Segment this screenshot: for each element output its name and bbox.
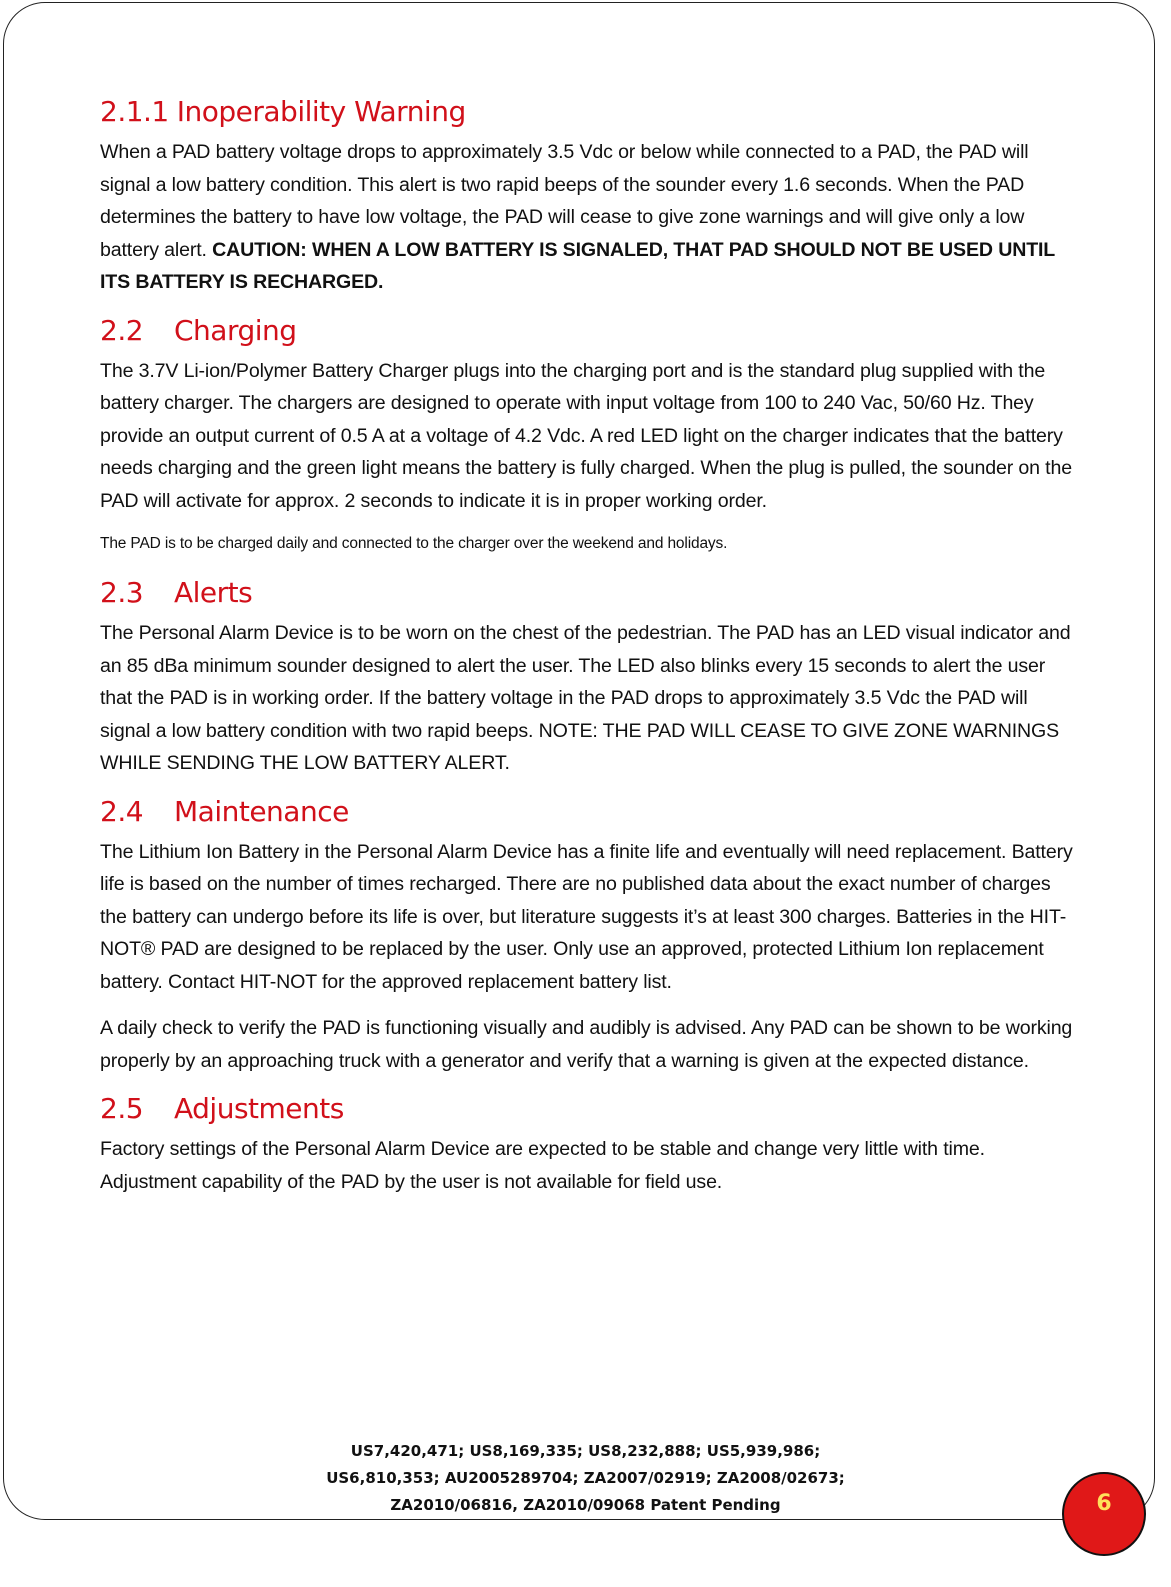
section-2-3 — [100, 575, 1075, 780]
section-number: 2.5 — [100, 1092, 144, 1125]
section-title: Charging — [174, 313, 297, 347]
paragraph: Factory settings of the Personal Alarm Device are expected to be stable and change very little with time. Adjustment capability of the PAD by the user is not available for field use. — [100, 1138, 985, 1193]
paragraph: The Lithium Ion Battery in the Personal Alarm Device has a finite life and eventually will need replacement. Battery life is based on the number of times recharged. There are no published data about the exact number of charges the battery can undergo before its life is over, but literature suggests it’s at least 300 charges. Batteries in the HIT-NOT® PAD are designed to be replaced by the user. Only use an approved, protected Lithium Ion replacement battery. Contact HIT-NOT for the approved replacement battery list. — [100, 840, 1073, 993]
section-2-4 — [100, 794, 1075, 1078]
section-number: 2.4 — [100, 794, 144, 828]
section-number: 2.2 — [100, 313, 144, 347]
footer-line: ZA2010/06816, ZA2010/09068 Patent Pending — [390, 1496, 781, 1514]
section-heading — [100, 1091, 1075, 1127]
document-body — [100, 94, 1075, 1212]
section-heading — [100, 94, 1075, 130]
paragraph: A daily check to verify the PAD is functioning visually and audibly is advised. Any PAD can be shown to be working properly by an approaching truck with a generator and verify that a warning is given at the expected distance. — [100, 1017, 1073, 1072]
section-2-1-1 — [100, 94, 1075, 299]
footer-line: US6,810,353; AU2005289704; ZA2007/02919; ZA2008/02673; — [326, 1469, 845, 1487]
charging-note: The PAD is to be charged daily and connected to the charger over the weekend and holidays. — [100, 535, 728, 552]
paragraph: When a PAD battery voltage drops to approximately 3.5 Vdc or below while connected to a PAD, the PAD will signal a low battery condition. This alert is two rapid beeps of the sounder every 1.6 seconds. When the PAD determines the battery to have low voltage, the PAD will cease to give zone warnings and will give only a low battery alert. CAUTION: WHEN A LOW BATTERY IS SIGNALED, THAT PAD SHOULD NOT BE USED UNTIL ITS BATTERY IS RECHARGED. — [100, 141, 1055, 293]
page-number-badge: 6 — [1062, 1472, 1146, 1556]
section-heading — [100, 794, 1075, 830]
caution-text: CAUTION: WHEN A LOW BATTERY IS SIGNALED, THAT PAD SHOULD NOT BE USED UNTIL ITS BATTERY IS RECHARGED. — [100, 238, 1055, 293]
section-number: 2.3 — [100, 576, 144, 609]
section-title: Adjustments — [174, 1092, 344, 1125]
section-2-2 — [100, 313, 1075, 558]
section-heading — [100, 313, 1075, 349]
footer-line: US7,420,471; US8,169,335; US8,232,888; US5,939,986; — [350, 1442, 821, 1460]
section-title: Alerts — [174, 576, 253, 609]
section-heading — [100, 575, 1075, 611]
section-number: 2.1.1 — [100, 95, 169, 128]
section-title: Inoperability Warning — [176, 95, 466, 128]
section-title: Maintenance — [174, 794, 349, 828]
patent-footer — [0, 1438, 1171, 1519]
paragraph: The 3.7V Li-ion/Polymer Battery Charger plugs into the charging port and is the standard plug supplied with the battery charger. The chargers are designed to operate with input voltage from 100 to 240 Vac, 50/60 Hz. They provide an output current of 0.5 A at a voltage of 4.2 Vdc. A red LED light on the charger indicates that the battery needs charging and the green light means the battery is fully charged. When the plug is pulled, the sounder on the PAD will activate for approx. 2 seconds to indicate it is in proper working order. — [100, 359, 1072, 512]
paragraph: The Personal Alarm Device is to be worn on the chest of the pedestrian. The PAD has an LED visual indicator and an 85 dBa minimum sounder designed to alert the user. The LED also blinks every 15 seconds to alert the user that the PAD is in working order. If the battery voltage in the PAD drops to approximately 3.5 Vdc the PAD will signal a low battery condition with two rapid beeps. NOTE: THE PAD WILL CEASE TO GIVE ZONE WARNINGS WHILE SENDING THE LOW BATTERY ALERT. — [100, 622, 1071, 774]
section-2-5 — [100, 1091, 1075, 1198]
